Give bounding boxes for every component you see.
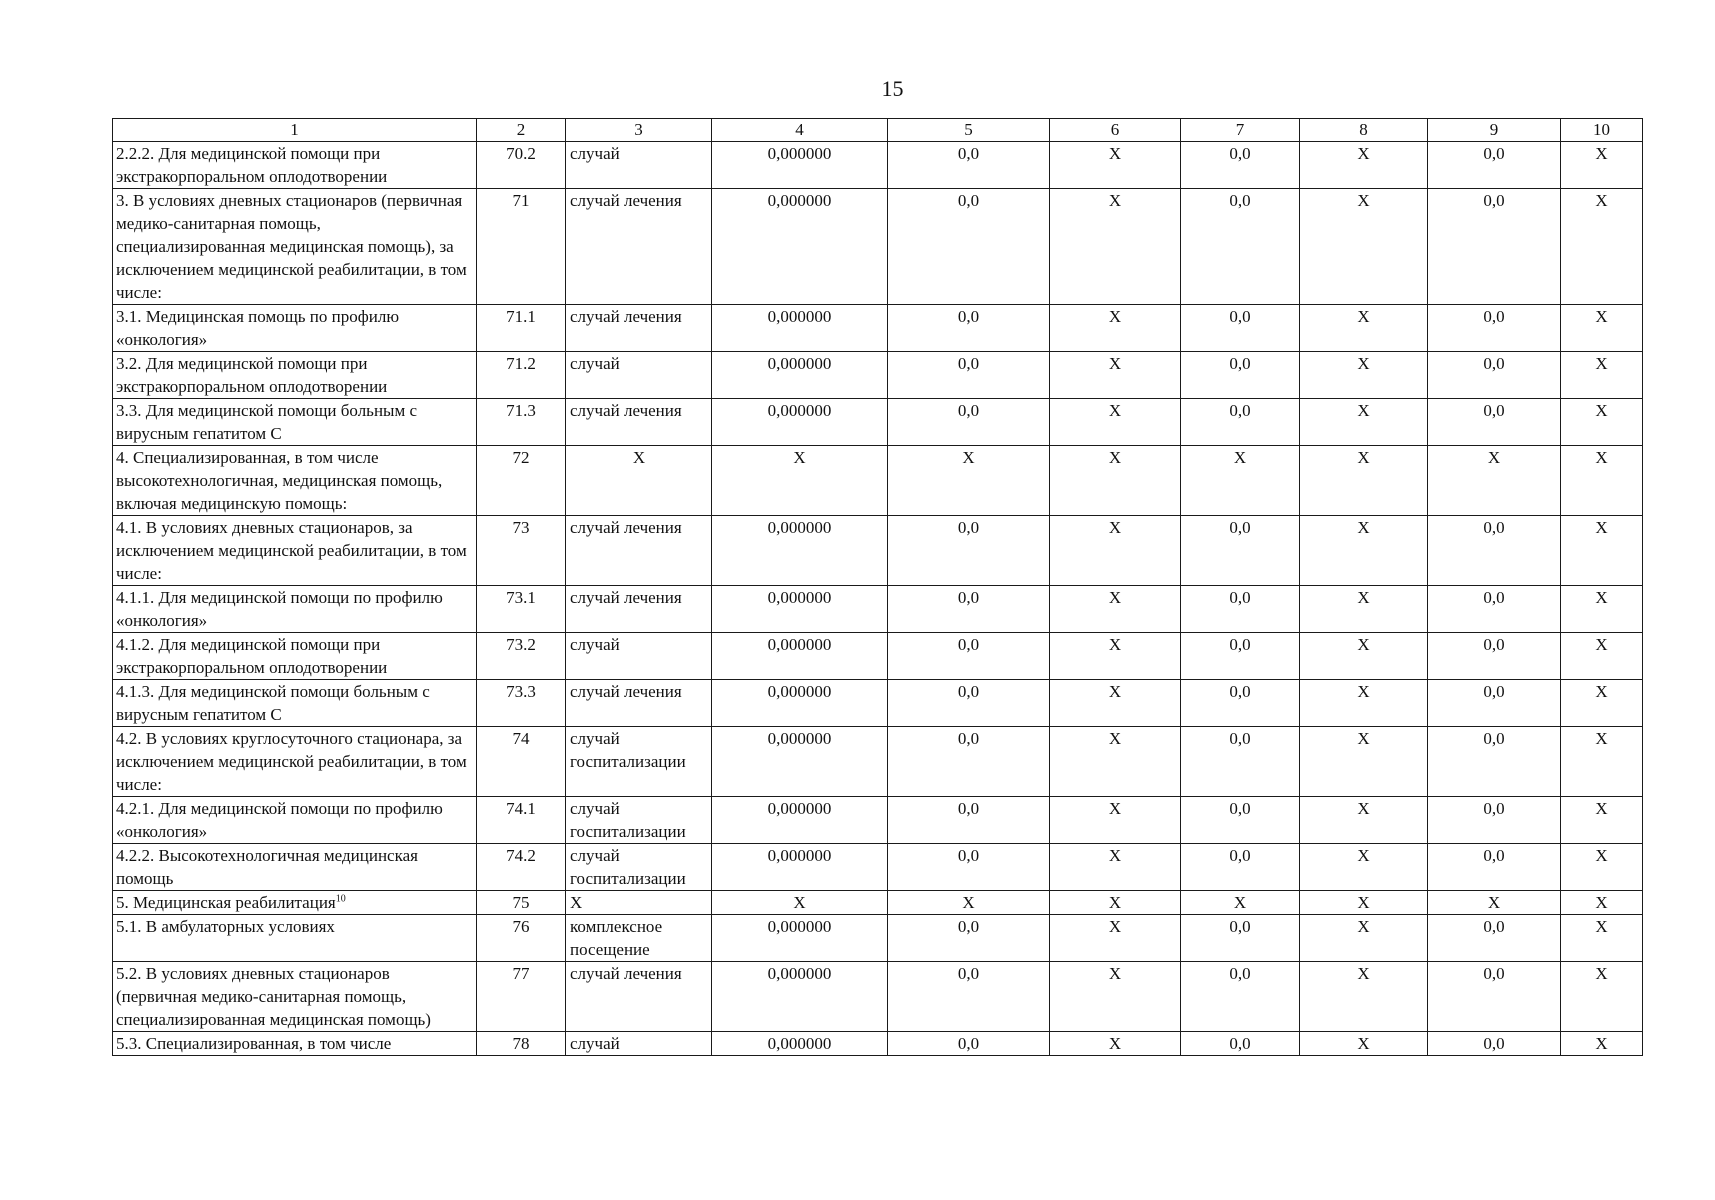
cell-col-9: 0,0 [1428,844,1561,891]
cell-col-4: 0,000000 [712,680,888,727]
table-row [113,189,1643,305]
row-unit: случай лечения [566,399,712,446]
row-code: 77 [477,962,566,1032]
cell-col-9: 0,0 [1428,680,1561,727]
cell-col-4: 0,000000 [712,727,888,797]
row-name: 4.2. В условиях круглосуточного стационара, за исключением медицинской реабилитации, в том числе: [113,727,477,797]
cell-col-6: X [1050,399,1181,446]
cell-col-10: X [1561,891,1643,915]
row-code: 71 [477,189,566,305]
row-name: 4.2.1. Для медицинской помощи по профилю «онкология» [113,797,477,844]
column-header-2: 2 [477,119,566,142]
cell-col-5: X [888,891,1050,915]
row-unit: случай лечения [566,962,712,1032]
cell-col-4: 0,000000 [712,142,888,189]
row-name: 4.1.3. Для медицинской помощи больным с вирусным гепатитом С [113,680,477,727]
cell-col-10: X [1561,352,1643,399]
cell-col-6: X [1050,962,1181,1032]
row-name: 3.2. Для медицинской помощи при экстракорпоральном оплодотворении [113,352,477,399]
cell-col-7: 0,0 [1181,797,1300,844]
cell-col-6: X [1050,727,1181,797]
table-row [113,962,1643,1032]
cell-col-6: X [1050,142,1181,189]
row-unit: случай [566,142,712,189]
cell-col-5: 0,0 [888,586,1050,633]
row-unit: случай лечения [566,680,712,727]
cell-col-7: 0,0 [1181,305,1300,352]
cell-col-9: 0,0 [1428,189,1561,305]
cell-col-8: X [1300,844,1428,891]
cell-col-4: 0,000000 [712,797,888,844]
column-header-6: 6 [1050,119,1181,142]
column-header-7: 7 [1181,119,1300,142]
cell-col-7: X [1181,891,1300,915]
cell-col-8: X [1300,962,1428,1032]
cell-col-6: X [1050,844,1181,891]
cell-col-9: 0,0 [1428,142,1561,189]
row-name: 2.2.2. Для медицинской помощи при экстракорпоральном оплодотворении [113,142,477,189]
row-code: 71.1 [477,305,566,352]
table-row [113,680,1643,727]
cell-col-4: X [712,891,888,915]
cell-col-5: 0,0 [888,915,1050,962]
cell-col-8: X [1300,727,1428,797]
cell-col-4: 0,000000 [712,352,888,399]
row-code: 75 [477,891,566,915]
cell-col-6: X [1050,633,1181,680]
cell-col-9: 0,0 [1428,962,1561,1032]
row-name: 4.1.2. Для медицинской помощи при экстракорпоральном оплодотворении [113,633,477,680]
cell-col-5: 0,0 [888,352,1050,399]
cell-col-4: 0,000000 [712,1032,888,1056]
row-name: 4. Специализированная, в том числе высокотехнологичная, медицинская помощь, включая медицинскую помощь: [113,446,477,516]
cell-col-8: X [1300,516,1428,586]
cell-col-5: 0,0 [888,797,1050,844]
cell-col-7: 0,0 [1181,586,1300,633]
row-unit: X [566,891,712,915]
cell-col-4: 0,000000 [712,189,888,305]
cell-col-5: 0,0 [888,633,1050,680]
cell-col-10: X [1561,962,1643,1032]
cell-col-9: 0,0 [1428,399,1561,446]
cell-col-6: X [1050,586,1181,633]
cell-col-10: X [1561,633,1643,680]
cell-col-5: 0,0 [888,516,1050,586]
cell-col-9: 0,0 [1428,516,1561,586]
cell-col-8: X [1300,399,1428,446]
table-row [113,305,1643,352]
row-unit: случай лечения [566,305,712,352]
cell-col-9: 0,0 [1428,305,1561,352]
row-code: 71.2 [477,352,566,399]
cell-col-9: 0,0 [1428,1032,1561,1056]
cell-col-6: X [1050,797,1181,844]
cell-col-10: X [1561,586,1643,633]
cell-col-5: 0,0 [888,680,1050,727]
cell-col-8: X [1300,891,1428,915]
column-header-10: 10 [1561,119,1643,142]
cell-col-8: X [1300,797,1428,844]
cell-col-8: X [1300,915,1428,962]
row-unit: комплексное посещение [566,915,712,962]
cell-col-4: 0,000000 [712,305,888,352]
row-code: 74.2 [477,844,566,891]
row-name: 4.1. В условиях дневных стационаров, за исключением медицинской реабилитации, в том числе: [113,516,477,586]
row-unit: случай [566,1032,712,1056]
cell-col-10: X [1561,189,1643,305]
row-code: 76 [477,915,566,962]
column-header-3: 3 [566,119,712,142]
cell-col-8: X [1300,142,1428,189]
cell-col-9: 0,0 [1428,352,1561,399]
cell-col-4: 0,000000 [712,586,888,633]
cell-col-7: 0,0 [1181,844,1300,891]
row-name: 5.2. В условиях дневных стационаров (первичная медико-санитарная помощь, специализированная медицинская помощь) [113,962,477,1032]
cell-col-7: 0,0 [1181,189,1300,305]
cell-col-5: 0,0 [888,844,1050,891]
cell-col-7: X [1181,446,1300,516]
cell-col-10: X [1561,680,1643,727]
cell-col-8: X [1300,189,1428,305]
cell-col-8: X [1300,305,1428,352]
cell-col-8: X [1300,680,1428,727]
table-row [113,633,1643,680]
cell-col-4: 0,000000 [712,633,888,680]
cell-col-10: X [1561,446,1643,516]
table-row [113,727,1643,797]
row-code: 73.3 [477,680,566,727]
cell-col-9: 0,0 [1428,727,1561,797]
row-unit: случай госпитализации [566,797,712,844]
header-row [113,119,1643,142]
cell-col-4: 0,000000 [712,915,888,962]
column-header-9: 9 [1428,119,1561,142]
row-unit: случай лечения [566,586,712,633]
cell-col-5: 0,0 [888,962,1050,1032]
cell-col-4: 0,000000 [712,844,888,891]
row-code: 73 [477,516,566,586]
table-row [113,844,1643,891]
row-name-text: 5. Медицинская реабилитация [116,893,336,912]
cell-col-8: X [1300,633,1428,680]
cell-col-8: X [1300,1032,1428,1056]
cell-col-9: 0,0 [1428,797,1561,844]
cell-col-5: 0,0 [888,189,1050,305]
row-name: 5.1. В амбулаторных условиях [113,915,477,962]
row-name [113,891,477,915]
row-code: 74.1 [477,797,566,844]
row-code: 74 [477,727,566,797]
table-row [113,516,1643,586]
cell-col-7: 0,0 [1181,680,1300,727]
table-row [113,352,1643,399]
footnote-marker: 10 [335,893,346,905]
cell-col-4: 0,000000 [712,516,888,586]
row-unit: случай госпитализации [566,844,712,891]
row-code: 70.2 [477,142,566,189]
cell-col-5: 0,0 [888,142,1050,189]
cell-col-6: X [1050,189,1181,305]
row-unit: случай лечения [566,516,712,586]
table-row [113,915,1643,962]
cell-col-6: X [1050,446,1181,516]
row-code: 71.3 [477,399,566,446]
cell-col-10: X [1561,142,1643,189]
cell-col-5: 0,0 [888,727,1050,797]
cell-col-8: X [1300,586,1428,633]
row-name: 4.2.2. Высокотехнологичная медицинская помощь [113,844,477,891]
cell-col-7: 0,0 [1181,633,1300,680]
cell-col-7: 0,0 [1181,962,1300,1032]
row-name: 3.1. Медицинская помощь по профилю «онкология» [113,305,477,352]
cell-col-5: 0,0 [888,305,1050,352]
row-name: 3. В условиях дневных стационаров (первичная медико-санитарная помощь, специализированная медицинская помощь), за исключением медицинской реабилитации, в том числе: [113,189,477,305]
table-row [113,399,1643,446]
cell-col-10: X [1561,305,1643,352]
cell-col-7: 0,0 [1181,727,1300,797]
cell-col-9: X [1428,891,1561,915]
cell-col-7: 0,0 [1181,516,1300,586]
cell-col-10: X [1561,399,1643,446]
row-name: 4.1.1. Для медицинской помощи по профилю «онкология» [113,586,477,633]
cell-col-7: 0,0 [1181,1032,1300,1056]
cell-col-7: 0,0 [1181,399,1300,446]
cell-col-9: 0,0 [1428,915,1561,962]
cell-col-4: X [712,446,888,516]
table-row [113,891,1643,915]
cell-col-10: X [1561,915,1643,962]
table-row [113,446,1643,516]
row-name: 3.3. Для медицинской помощи больным с вирусным гепатитом С [113,399,477,446]
cell-col-9: 0,0 [1428,633,1561,680]
cell-col-10: X [1561,1032,1643,1056]
cell-col-6: X [1050,891,1181,915]
column-header-8: 8 [1300,119,1428,142]
row-unit: случай [566,633,712,680]
table-row [113,797,1643,844]
cell-col-6: X [1050,305,1181,352]
cell-col-10: X [1561,844,1643,891]
row-name: 5.3. Специализированная, в том числе [113,1032,477,1056]
cell-col-6: X [1050,1032,1181,1056]
cell-col-5: 0,0 [888,399,1050,446]
row-code: 73.1 [477,586,566,633]
cell-col-5: 0,0 [888,1032,1050,1056]
row-unit: случай лечения [566,189,712,305]
cell-col-6: X [1050,915,1181,962]
cell-col-9: 0,0 [1428,586,1561,633]
data-table [112,118,1643,1056]
cell-col-10: X [1561,797,1643,844]
row-code: 72 [477,446,566,516]
table-row [113,142,1643,189]
row-code: 78 [477,1032,566,1056]
cell-col-6: X [1050,352,1181,399]
table-row [113,1032,1643,1056]
row-unit: случай госпитализации [566,727,712,797]
column-header-4: 4 [712,119,888,142]
cell-col-8: X [1300,446,1428,516]
table-row [113,586,1643,633]
row-unit: случай [566,352,712,399]
cell-col-6: X [1050,516,1181,586]
cell-col-7: 0,0 [1181,915,1300,962]
page-number: 15 [881,76,904,101]
cell-col-6: X [1050,680,1181,727]
cell-col-7: 0,0 [1181,352,1300,399]
column-header-1: 1 [113,119,477,142]
cell-col-10: X [1561,727,1643,797]
cell-col-7: 0,0 [1181,142,1300,189]
cell-col-4: 0,000000 [712,962,888,1032]
cell-col-9: X [1428,446,1561,516]
cell-col-5: X [888,446,1050,516]
row-unit: X [566,446,712,516]
column-header-5: 5 [888,119,1050,142]
row-code: 73.2 [477,633,566,680]
cell-col-10: X [1561,516,1643,586]
cell-col-4: 0,000000 [712,399,888,446]
cell-col-8: X [1300,352,1428,399]
